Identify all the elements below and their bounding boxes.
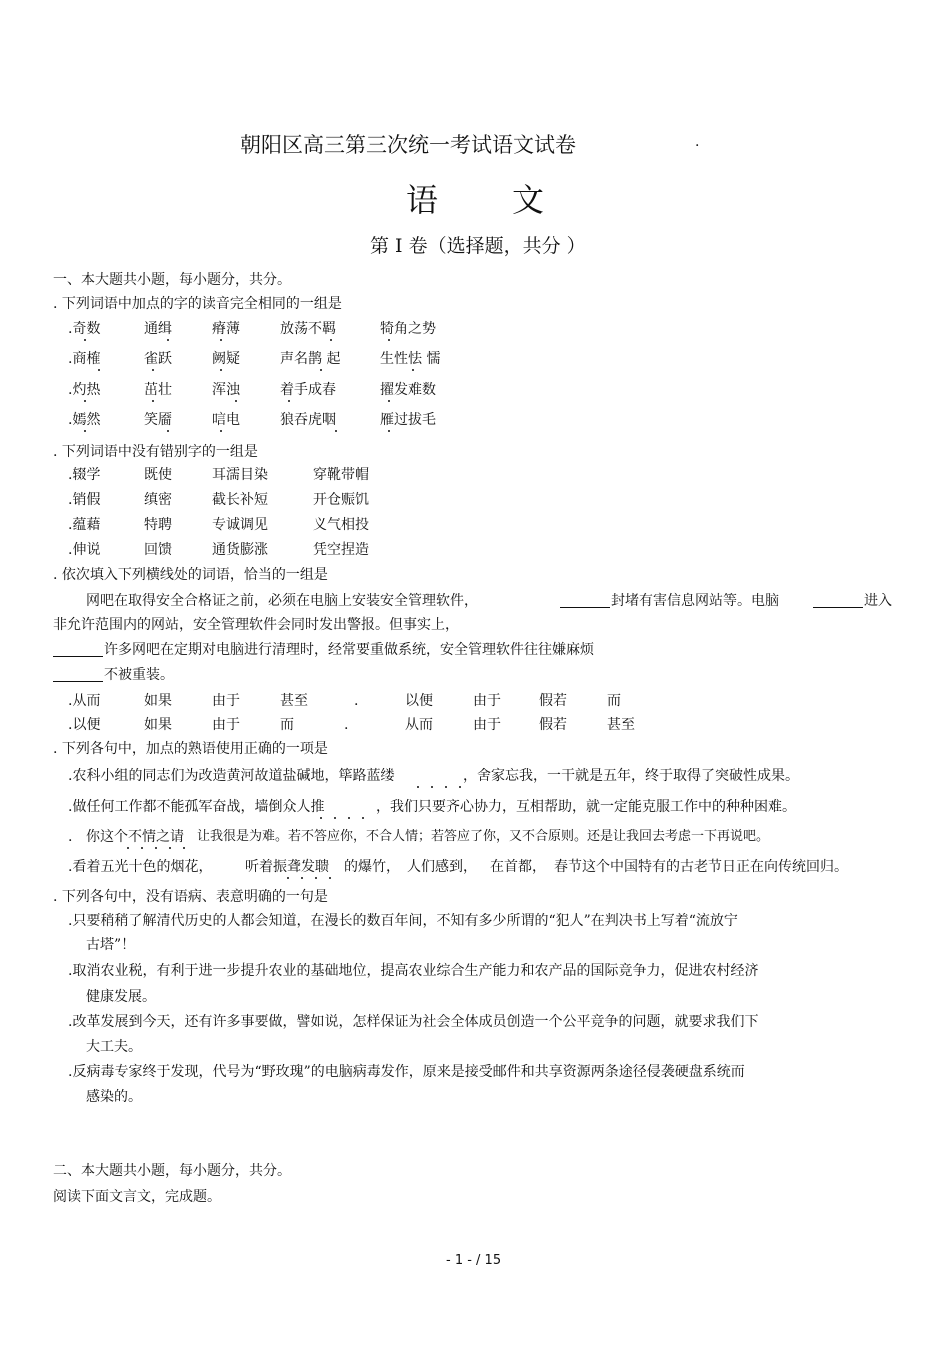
q2-c-4: 义气相投 (313, 517, 369, 533)
q5-d-line2: 感染的。 (86, 1089, 142, 1105)
q5-a-line1: .只要稍稍了解清代历史的人都会知道，在漫长的数百年间，不知有多少所谓的“犯人”在判决书上写着“流放宁 (68, 913, 738, 929)
q4-c-part1: 你这个不情之请 (86, 829, 184, 845)
q2-c-3: 专诚调见 (212, 517, 268, 533)
q4-b-part1: .做任何工作都不能孤军奋战，墙倒众人推 (68, 799, 325, 815)
q3-blank-1 (560, 607, 610, 608)
q3-passage-2: 非允许范围内的网站，安全管理软件会同时发出警报。但事实上， (53, 617, 459, 633)
q5-b-line2: 健康发展。 (86, 989, 156, 1005)
q2-a-1: .辍学 (68, 467, 101, 483)
q4-a-part1: .农科小组的同志们为改造黄河故道盐碱地，筚路蓝缕 (68, 768, 395, 784)
q1-c-2: 茁壮 (144, 382, 172, 398)
q1-d-3: 唁电 (212, 412, 240, 428)
q3-a-4: 甚至 (280, 693, 308, 709)
q2-d-3: 通货膨涨 (212, 542, 268, 558)
q5-c-line2: 大工夫。 (86, 1039, 142, 1055)
q1-a-5: 犄角之势 (380, 321, 436, 337)
subject-char-b: 文 (512, 181, 545, 219)
section1-heading: 一、本大题共小题，每小题分，共分。 (53, 272, 291, 288)
q3-b-4: 而 (607, 693, 621, 709)
q2-d-1: .伸说 (68, 542, 101, 558)
q3-b-2: 由于 (473, 693, 501, 709)
q4-d-part6: 春节这个中国特有的古老节日正在向传统回归。 (554, 859, 848, 875)
q1-d-1: .嫣然 (68, 412, 101, 428)
q3-b-label: . (354, 693, 359, 709)
q3-blank-3 (53, 656, 103, 657)
q3-c-3: 由于 (212, 717, 240, 733)
q2-b-4: 开仓赈饥 (313, 492, 369, 508)
q5-c-line1: .改革发展到今天，还有许多事要做，譬如说，怎样保证为社会全体成员创造一个公平竞争的问题，就要求我们下 (68, 1014, 759, 1030)
q3-passage-1b: 封堵有害信息网站等。电脑 (611, 593, 779, 609)
q3-c-4: 而 (280, 717, 294, 733)
q2-b-1: .销假 (68, 492, 101, 508)
q2-a-2: 既使 (144, 467, 172, 483)
q5-stem: . 下列各句中，没有语病、表意明确的一句是 (53, 889, 328, 905)
page-number: - 1 - / 15 (446, 1253, 502, 1268)
q1-d-2: 笑靥 (144, 412, 172, 428)
q4-d-part3: 的爆竹， (344, 859, 400, 875)
q4-d-part4: 人们感到， (407, 859, 477, 875)
q5-d-line1: .反病毒专家终于发现，代号为“野玫瑰”的电脑病毒发作，原来是接受邮件和共享资源两条途径侵袭硬盘系统而 (68, 1064, 745, 1080)
q5-b-line1: .取消农业税，有利于进一步提升农业的基础地位，提高农业综合生产能力和农产品的国际竞争力，促进农村经济 (68, 963, 759, 979)
q1-a-3: 瘠薄 (212, 321, 240, 337)
q3-stem: . 依次填入下列横线处的词语，恰当的一组是 (53, 567, 328, 583)
subject-char-a: 语 (406, 181, 439, 219)
q4-b-part2: ，我们只要齐心协力，互相帮助，就一定能克服工作中的种种困难。 (376, 799, 796, 815)
q1-c-4: 着手成春 (280, 382, 336, 398)
q1-d-4: 狼吞虎咽 (280, 412, 336, 428)
q1-c-1: .灼热 (68, 382, 101, 398)
q3-a-3: 由于 (212, 693, 240, 709)
q2-d-4: 凭空捏造 (313, 542, 369, 558)
q4-a-part2: ，舍家忘我，一干就是五年，终于取得了突破性成果。 (463, 768, 799, 784)
q2-a-3: 耳濡目染 (212, 467, 268, 483)
q3-c-1: .以便 (68, 717, 101, 733)
q3-b-1: 以便 (405, 693, 433, 709)
section2-intro: 阅读下面文言文，完成题。 (53, 1189, 221, 1205)
q2-b-2: 缜密 (144, 492, 172, 508)
q2-stem: . 下列词语中没有错别字的一组是 (53, 444, 258, 460)
q1-b-3: 阙疑 (212, 351, 240, 367)
q3-passage-1c: 进入 (864, 593, 892, 609)
q4-stem: . 下列各句中，加点的熟语使用正确的一项是 (53, 741, 328, 757)
q4-c-part2: 让我很是为难。若不答应你，不合人情；若答应了你，又不合原则。还是让我回去考虑一下再说吧。 (197, 829, 770, 844)
q3-d-2: 由于 (473, 717, 501, 733)
q3-passage-3: 许多网吧在定期对电脑进行清理时，经常要重做系统，安全管理软件往往嫌麻烦 (104, 642, 594, 658)
q3-b-3: 假若 (539, 693, 567, 709)
q1-b-1: .商榷 (68, 351, 101, 367)
q1-b-4: 声名鹊 起 (280, 351, 341, 367)
q3-blank-2 (813, 607, 863, 608)
q3-d-3: 假若 (539, 717, 567, 733)
q1-d-5: 雁过拔毛 (380, 412, 436, 428)
q3-d-1: 从而 (405, 717, 433, 733)
q1-stem: . 下列词语中加点的字的读音完全相同的一组是 (53, 296, 342, 312)
q1-c-5: 擢发难数 (380, 382, 436, 398)
section2-heading: 二、本大题共小题，每小题分，共分。 (53, 1163, 291, 1179)
volume-heading: 第 I 卷（选择题，共分 ） (370, 235, 586, 257)
q2-b-3: 截长补短 (212, 492, 268, 508)
q3-c-2: 如果 (144, 717, 172, 733)
q3-blank-4 (53, 681, 103, 682)
q1-b-2: 雀跃 (144, 351, 172, 367)
q2-c-2: 特聘 (144, 517, 172, 533)
title-mark: · (695, 138, 700, 154)
q3-d-4: 甚至 (607, 717, 635, 733)
q1-b-5: 生性怯 懦 (380, 351, 441, 367)
q3-passage-4: 不被重装。 (104, 667, 174, 683)
q4-d-part1: .看着五光十色的烟花， (68, 859, 213, 875)
q1-c-3: 浑浊 (212, 382, 240, 398)
q1-a-2: 通缉 (144, 321, 172, 337)
q4-d-part2: 听着振聋发聩 (245, 859, 329, 875)
q4-d-part5: 在首都， (490, 859, 546, 875)
q2-d-2: 回馈 (144, 542, 172, 558)
q1-a-1: .奇数 (68, 321, 101, 337)
q1-a-4: 放荡不羁 (280, 321, 336, 337)
exam-title: 朝阳区高三第三次统一考试语文试卷 (240, 133, 576, 157)
q2-a-4: 穿靴带帽 (313, 467, 369, 483)
q2-c-1: .蕴藉 (68, 517, 101, 533)
q4-c-label: . (68, 829, 73, 845)
q3-a-1: .从而 (68, 693, 101, 709)
q3-d-label: . (344, 717, 349, 733)
q5-a-line2: 古塔”！ (86, 937, 136, 953)
q3-passage-1a: 网吧在取得安全合格证之前，必须在电脑上安装安全管理软件， (86, 593, 478, 609)
q3-a-2: 如果 (144, 693, 172, 709)
